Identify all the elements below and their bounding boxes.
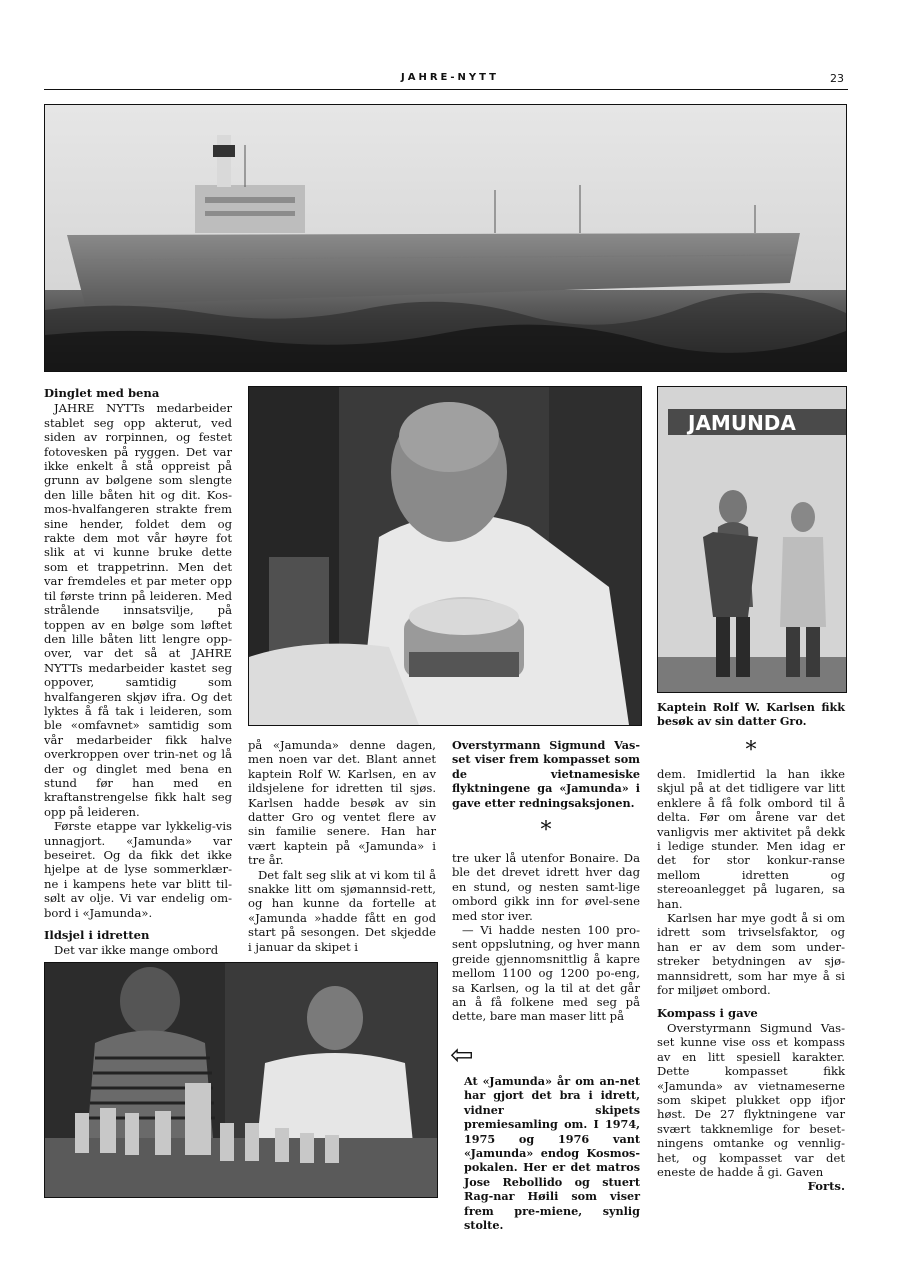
paragraph: tre uker lå utenfor Bonaire. Da ble det drevet idrett hver dag en stund, og nesten samt-lige ombord gikk inn for øvel-sene med stor iver. (452, 851, 640, 923)
tanker-ship-photo (44, 104, 847, 372)
page-number: 23 (830, 72, 844, 85)
subheading-dinglet: Dinglet med bena (44, 386, 160, 400)
arrow-left-icon: ⇦ (450, 1038, 474, 1071)
subheading-ildsjel: Ildsjel i idretten (44, 928, 150, 943)
captain-and-daughter-photo (657, 386, 847, 693)
paragraph: Karlsen har mye godt å si om idrett som trivselsfaktor, og han er av dem som under-streker betydningen av sjø-mannsidrett, som har mye å si for miljøet ombord. (657, 911, 845, 998)
paragraph: — Vi hadde nesten 100 pro-sent oppslutning, og hver mann greide gjennomsnittlig å kapre mellom 1100 og 1200 po-eng, sa Karlsen, og la til at det går an å få folkene med seg på dette, bare man maser litt på (452, 923, 640, 1024)
article-column-2 (248, 738, 436, 954)
paragraph: Første etappe var lykkelig-vis unnagjort. «Jamunda» var beseiret. Og da fikk det ikke hjelpe at de lyse sommerklær-ne i kampens hete var blitt til-sølt av olje. Vi var endelig om-bord i «Jamunda». (44, 819, 232, 920)
caption-trophies: At «Jamunda» år om an-net har gjort det bra i idrett, vidner skipets premiesamling om. I 1974, 1975 og 1976 vant «Jamunda» endog Kosmos-pokalen. Her er det matros Jose Rebollido og stuert Rag-nar Høili som viser frem pre-miene, synlig stolte. (464, 1074, 640, 1233)
header-rule (44, 89, 848, 90)
running-header-title: JAHRE-NYTT (401, 72, 499, 83)
man-with-compass-photo (248, 386, 642, 726)
subheading-kompass: Kompass i gave (657, 1005, 758, 1020)
paragraph: på «Jamunda» denne dagen, men noen var det. Blant annet kaptein Rolf W. Karlsen, en av ildsjelene for idretten til sjøs. Karlsen hadde besøk av sin datter Gro og ventet flere av sin familie senere. Han har vært kaptein på «Jamunda» i tre år. (248, 738, 436, 868)
paragraph: Det var ikke mange ombord (54, 943, 219, 958)
article-column-3 (452, 851, 640, 1024)
caption-captain: Kaptein Rolf W. Karlsen fikk besøk av sin datter Gro. (657, 700, 845, 729)
article-column-4 (657, 767, 845, 1195)
paragraph: dem. Imidlertid la han ikke skjul på at det tidligere var litt enklere å få folk ombord til å delta. Før om årene var det vanligvis mer aktivitet på dekk i ledige stunder. Men idag er det for stor konkur-ranse mellom idretten og stereoanlegget på lugaren, sa han. (657, 767, 845, 911)
article-column-1 (44, 386, 232, 958)
star-separator: * (540, 818, 552, 843)
star-separator: * (745, 738, 757, 763)
paragraph: JAHRE NYTTs medarbeider stablet seg opp akterut, ved siden av rorpinnen, og festet fotovesken på ryggen. Det var ikke enkelt å stå oppreist på grunn av bølgene som slengte den lille båten hit og dit. Kos-mos-hvalfangeren strakte frem sine hender, foldet dem og rakte dem mot vår høyre fot slik at vi kunne bruke dette som et trappetrinn. Men det var fremdeles et par meter opp til første trinn på leideren. Med strålende innsatsvilje, på toppen av en bølge som løftet den lille båten litt lengre opp-over, var det så at JAHRE NYTTs medarbeider kastet seg oppover, samtidig som hvalfangeren skjøv ifra. Og det lyktes å få tak i leideren, som ble «omfavnet» samtidig som vår medarbeider fikk halve overkroppen over trin-net og lå der og dinglet med bena en stund før han med en kraftanstrengelse fikk halt seg opp på leideren. (44, 401, 232, 819)
paragraph: Overstyrmann Sigmund Vas-set kunne vise oss et kompass av en litt spesiell karakter. Dette kompasset fikk «Jamunda» av vietnameserne som skipet plukket opp ifjor høst. De 27 flyktningene var svært takknemlige for beset-ningens omtanke og vennlig-het, og kompasset var det eneste de hadde å gi. Gaven (657, 1020, 845, 1179)
ship-name-sign: JAMUNDA (688, 411, 796, 435)
continued-label: Forts. (807, 1179, 845, 1194)
paragraph: Det falt seg slik at vi kom til å snakke litt om sjømannsid-rett, og han kunne da fortelle at «Jamunda »hadde fått en god start på sesongen. Det skjedde i januar da skipet i (248, 867, 436, 954)
caption-compass: Overstyrmann Sigmund Vas-set viser frem kompasset som de vietnamesiske flyktningene ga «Jamunda» i gave etter redningsaksjonen. (452, 738, 640, 810)
trophies-photo (44, 962, 438, 1198)
